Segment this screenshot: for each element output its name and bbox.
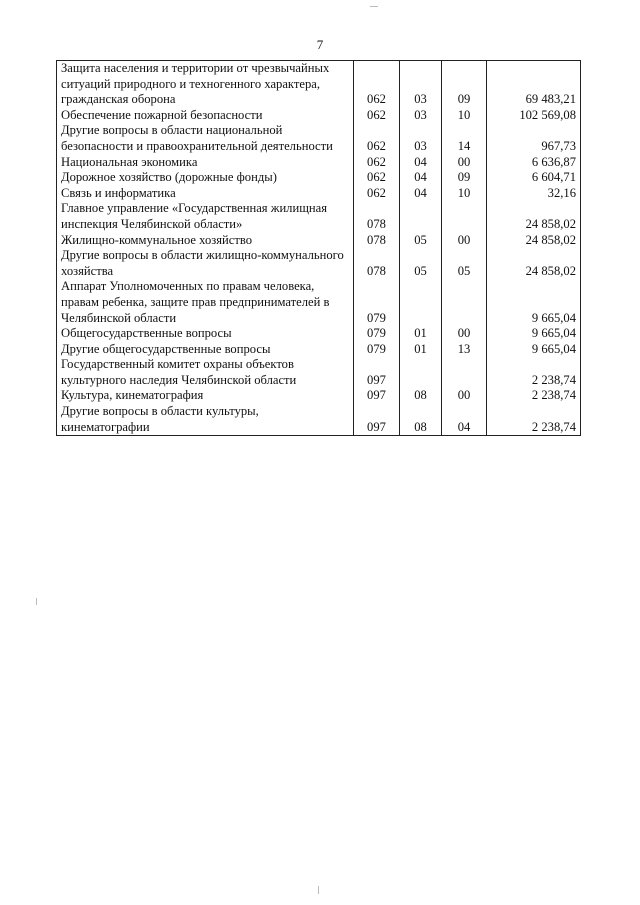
row-subsection: 05 [442, 248, 487, 279]
row-code: 062 [354, 108, 400, 124]
budget-table-body [57, 61, 581, 436]
row-code: 062 [354, 155, 400, 171]
row-name: Дорожное хозяйство (дорожные фонды) [57, 170, 354, 186]
row-amount: 6 636,87 [487, 155, 581, 171]
row-section [400, 357, 442, 388]
row-section [400, 279, 442, 326]
row-subsection: 10 [442, 108, 487, 124]
row-code: 078 [354, 233, 400, 249]
row-code: 079 [354, 342, 400, 358]
row-section: 04 [400, 170, 442, 186]
row-subsection [442, 357, 487, 388]
table-row [57, 342, 581, 358]
row-section: 05 [400, 233, 442, 249]
row-amount: 24 858,02 [487, 248, 581, 279]
row-amount: 24 858,02 [487, 233, 581, 249]
table-row [57, 123, 581, 154]
table-row [57, 326, 581, 342]
row-amount: 6 604,71 [487, 170, 581, 186]
row-name: Главное управление «Государственная жилищная инспекция Челябинской области» [57, 201, 354, 232]
row-section: 05 [400, 248, 442, 279]
budget-table [56, 60, 581, 436]
row-amount: 967,73 [487, 123, 581, 154]
row-code: 097 [354, 388, 400, 404]
row-section: 01 [400, 342, 442, 358]
row-section: 04 [400, 186, 442, 202]
table-row [57, 248, 581, 279]
row-amount: 9 665,04 [487, 279, 581, 326]
table-row [57, 108, 581, 124]
table-row [57, 279, 581, 326]
row-section: 04 [400, 155, 442, 171]
scan-mark-top [370, 6, 378, 7]
table-row [57, 404, 581, 436]
row-name: Общегосударственные вопросы [57, 326, 354, 342]
row-code: 062 [354, 186, 400, 202]
row-amount: 24 858,02 [487, 201, 581, 232]
row-subsection [442, 279, 487, 326]
row-code: 062 [354, 123, 400, 154]
scan-mark-bottom [318, 886, 319, 894]
row-name: Национальная экономика [57, 155, 354, 171]
row-section: 03 [400, 108, 442, 124]
row-amount: 2 238,74 [487, 388, 581, 404]
row-subsection: 10 [442, 186, 487, 202]
row-subsection: 00 [442, 155, 487, 171]
row-amount: 9 665,04 [487, 342, 581, 358]
row-section: 08 [400, 404, 442, 436]
row-code: 079 [354, 279, 400, 326]
row-subsection: 00 [442, 388, 487, 404]
row-code: 097 [354, 404, 400, 436]
table-row [57, 233, 581, 249]
row-section: 03 [400, 123, 442, 154]
row-name: Другие вопросы в области национальной безопасности и правоохранительной деятельности [57, 123, 354, 154]
row-subsection: 13 [442, 342, 487, 358]
row-code: 078 [354, 201, 400, 232]
row-amount: 69 483,21 [487, 61, 581, 108]
table-row [57, 186, 581, 202]
table-row [57, 201, 581, 232]
row-section [400, 201, 442, 232]
row-code: 097 [354, 357, 400, 388]
row-section: 08 [400, 388, 442, 404]
table-row [57, 61, 581, 108]
row-name: Другие вопросы в области жилищно-коммунального хозяйства [57, 248, 354, 279]
row-section: 01 [400, 326, 442, 342]
row-subsection: 00 [442, 326, 487, 342]
table-row [57, 170, 581, 186]
row-name: Жилищно-коммунальное хозяйство [57, 233, 354, 249]
row-section: 03 [400, 61, 442, 108]
row-subsection: 04 [442, 404, 487, 436]
row-subsection: 09 [442, 170, 487, 186]
row-name: Аппарат Уполномоченных по правам человека, правам ребенка, защите прав предпринимателей в Челябинской области [57, 279, 354, 326]
row-name: Обеспечение пожарной безопасности [57, 108, 354, 124]
row-amount: 102 569,08 [487, 108, 581, 124]
row-subsection: 14 [442, 123, 487, 154]
row-amount: 9 665,04 [487, 326, 581, 342]
row-amount: 32,16 [487, 186, 581, 202]
row-name: Другие общегосударственные вопросы [57, 342, 354, 358]
table-row [57, 388, 581, 404]
row-name: Другие вопросы в области культуры, кинематографии [57, 404, 354, 436]
table-row [57, 155, 581, 171]
row-name: Государственный комитет охраны объектов культурного наследия Челябинской области [57, 357, 354, 388]
table-row [57, 357, 581, 388]
row-subsection [442, 201, 487, 232]
row-code: 062 [354, 61, 400, 108]
row-name: Культура, кинематография [57, 388, 354, 404]
row-amount: 2 238,74 [487, 357, 581, 388]
row-name: Защита населения и территории от чрезвычайных ситуаций природного и техногенного характера, гражданская оборона [57, 61, 354, 108]
row-amount: 2 238,74 [487, 404, 581, 436]
row-code: 079 [354, 326, 400, 342]
page-number: 7 [316, 37, 324, 52]
row-subsection: 00 [442, 233, 487, 249]
row-code: 078 [354, 248, 400, 279]
row-subsection: 09 [442, 61, 487, 108]
scan-mark-left [36, 598, 37, 605]
row-code: 062 [354, 170, 400, 186]
row-name: Связь и информатика [57, 186, 354, 202]
